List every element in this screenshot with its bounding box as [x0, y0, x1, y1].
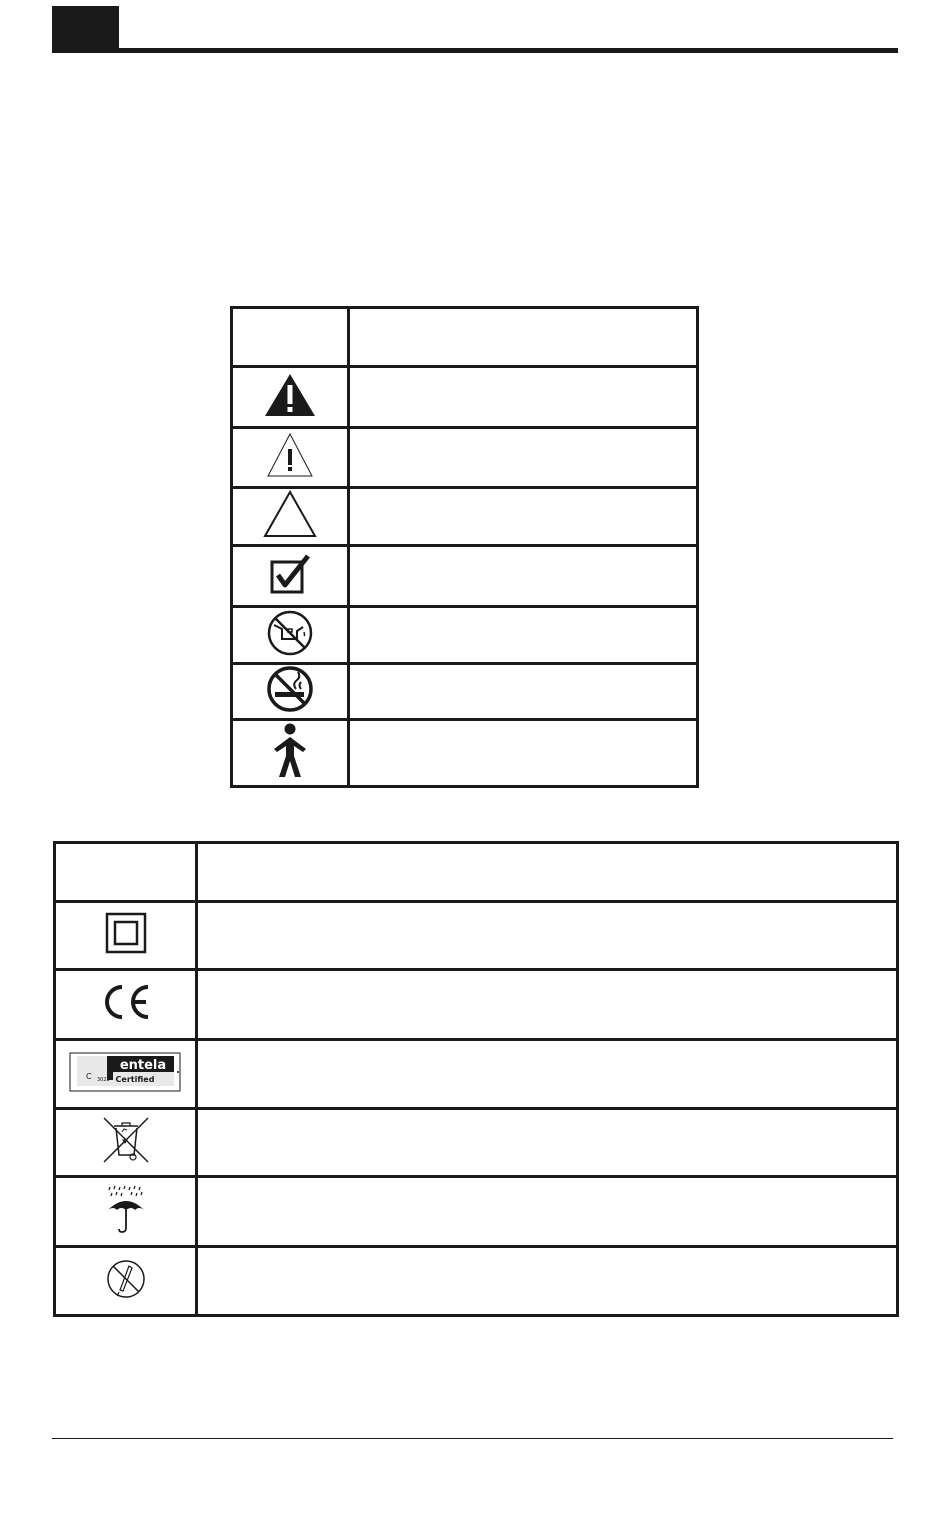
no-oil-can-icon: [266, 609, 314, 657]
symbol-cell: [232, 546, 349, 607]
checked-box-icon: [268, 553, 312, 595]
table-row: [55, 1247, 898, 1316]
meaning-header-cell: [349, 308, 698, 367]
description-cell: [349, 664, 698, 720]
svg-text:Certified: Certified: [115, 1074, 154, 1084]
symbol-header-cell: [232, 308, 349, 367]
type-b-applied-part-icon: [270, 723, 310, 779]
symbol-cell: [232, 720, 349, 787]
description-cell: [197, 970, 898, 1040]
warning-filled-triangle-icon: [263, 372, 317, 418]
certification-symbols-table: [53, 841, 899, 1317]
description-cell: [197, 1040, 898, 1109]
description-cell: [349, 607, 698, 664]
symbol-header-cell: [55, 843, 197, 902]
caution-outline-triangle-icon: [266, 432, 314, 478]
table-row: [232, 367, 698, 428]
symbol-cell: [55, 970, 197, 1040]
symbol-cell: [232, 488, 349, 546]
section-tab: [52, 6, 119, 51]
description-cell: [197, 1109, 898, 1177]
table-row: [55, 1040, 898, 1109]
footer-rule: [52, 1438, 893, 1439]
symbol-cell: [55, 1109, 197, 1177]
safety-symbols-table: [230, 306, 699, 788]
description-cell: [197, 902, 898, 970]
table-row: [232, 546, 698, 607]
table-row: [232, 664, 698, 720]
description-cell: [349, 488, 698, 546]
description-cell: [349, 720, 698, 787]
symbol-cell: [232, 664, 349, 720]
table-row: [55, 970, 898, 1040]
symbol-cell: [55, 902, 197, 970]
header-rule: [52, 48, 898, 53]
table-row: [232, 488, 698, 546]
symbol-cell: [232, 607, 349, 664]
svg-text:entela: entela: [119, 1057, 166, 1073]
table-row: [55, 902, 898, 970]
description-cell: [197, 1177, 898, 1247]
keep-dry-umbrella-icon: [104, 1184, 148, 1234]
table-header-row: [232, 308, 698, 367]
meaning-header-cell: [197, 843, 898, 902]
symbol-cell: [55, 1177, 197, 1247]
description-cell: [349, 367, 698, 428]
empty-triangle-icon: [262, 489, 318, 539]
svg-text:C: C: [85, 1071, 92, 1081]
class-ii-double-square-icon: [105, 912, 147, 954]
no-smoking-icon: [266, 665, 314, 713]
ce-mark-icon: [100, 984, 152, 1020]
intertek-certified-logo: [69, 1052, 183, 1092]
symbol-cell: [232, 367, 349, 428]
description-cell: [197, 1247, 898, 1316]
symbol-cell: [55, 1040, 197, 1109]
table-row: [232, 607, 698, 664]
no-sharp-object-icon: [105, 1258, 147, 1300]
table-row: [55, 1109, 898, 1177]
table-row: [232, 428, 698, 488]
symbol-cell: [55, 1247, 197, 1316]
table-header-row: [55, 843, 898, 902]
symbol-cell: [232, 428, 349, 488]
weee-crossed-bin-icon: [100, 1114, 152, 1166]
description-cell: [349, 546, 698, 607]
table-row: [55, 1177, 898, 1247]
svg-text:3022: 3022: [96, 1076, 110, 1083]
description-cell: [349, 428, 698, 488]
table-row: [232, 720, 698, 787]
